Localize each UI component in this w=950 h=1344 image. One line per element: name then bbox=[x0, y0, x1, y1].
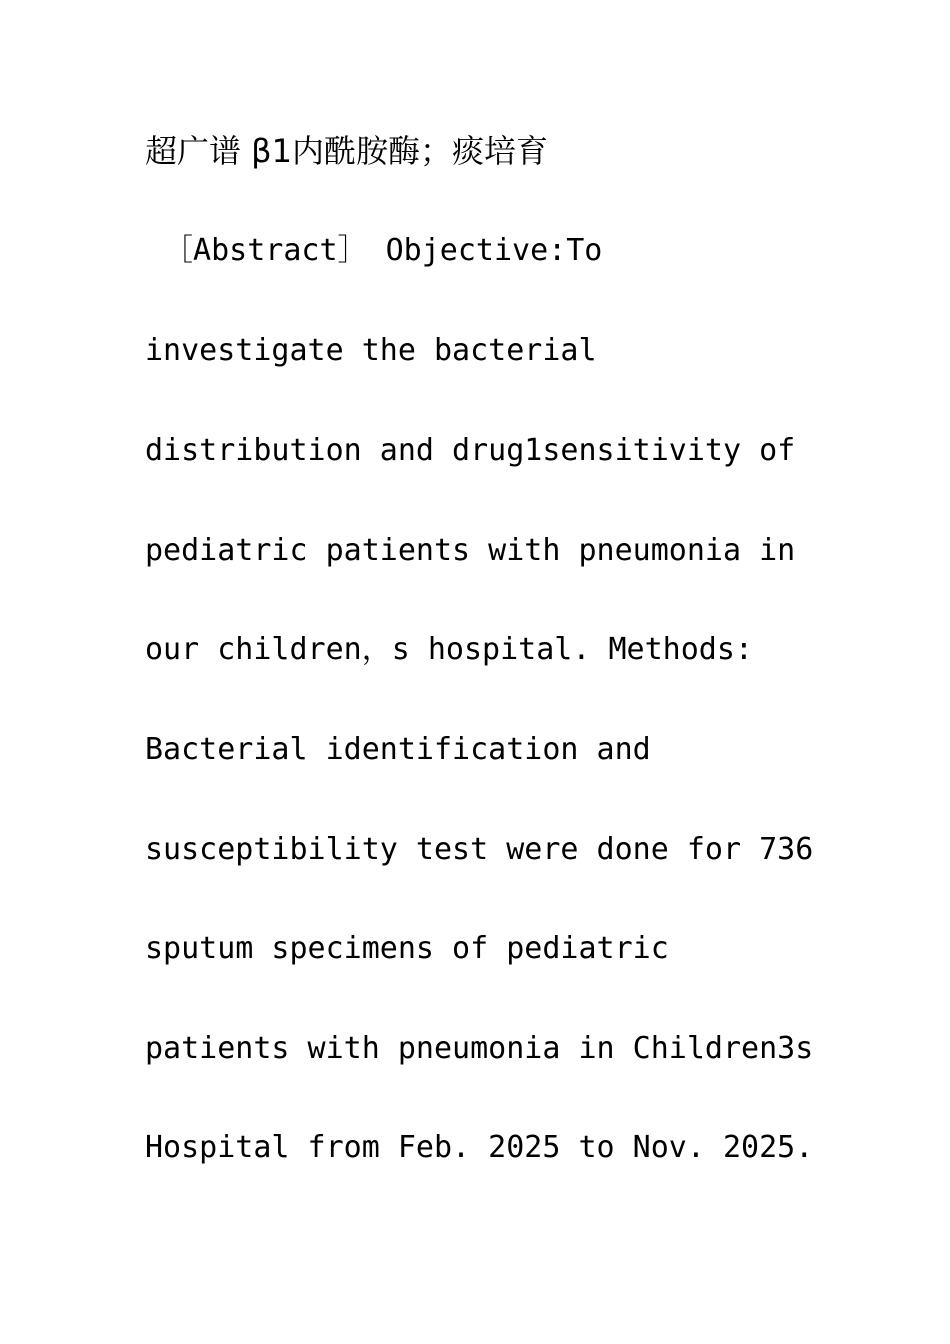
text-line: Bacterial identification and bbox=[145, 732, 651, 767]
abstract-heading-line: ［Abstract］ Objective:To bbox=[145, 233, 603, 268]
text-line: investigate the bacterial bbox=[145, 333, 597, 368]
text-line: distribution and drug1sensitivity of bbox=[145, 433, 796, 468]
keywords-line: 超广谱 β1内酰胺酶；痰培育 bbox=[145, 132, 548, 170]
text-line: our children，s hospital. Methods: bbox=[145, 632, 753, 667]
text-line: Hospital from Feb. 2025 to Nov. 2025. bbox=[145, 1130, 814, 1165]
text-line: sputum specimens of pediatric bbox=[145, 931, 669, 966]
text-line: patients with pneumonia in Children3s bbox=[145, 1031, 814, 1066]
text-line: susceptibility test were done for 736 bbox=[145, 832, 814, 867]
text-line: pediatric patients with pneumonia in bbox=[145, 533, 796, 568]
